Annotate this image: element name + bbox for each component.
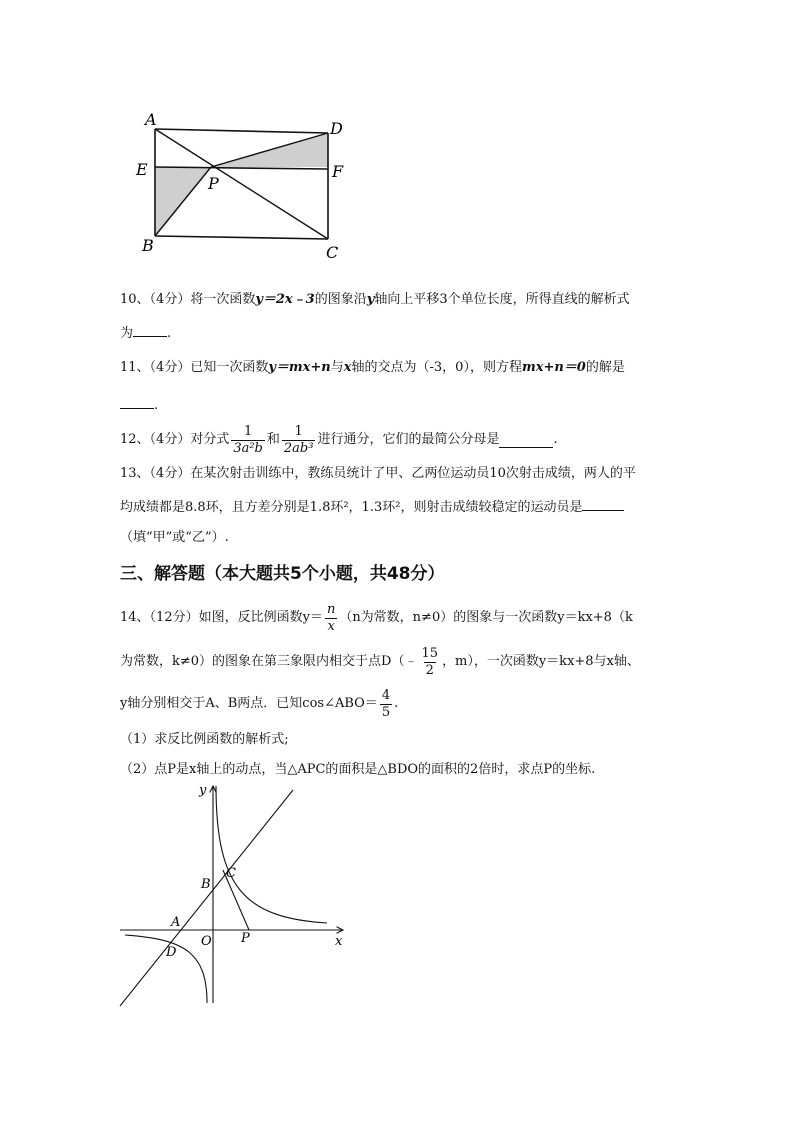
question-14-part-2: （2）点P是x轴上的动点，当△APC的面积是△BDO的面积的2倍时，求点P的坐标. bbox=[120, 762, 596, 777]
label-B: B bbox=[201, 877, 211, 892]
fraction-1-over-2ab3: $\frac{1}{\text{2ab³}}$ bbox=[283, 423, 314, 456]
label-A: A bbox=[145, 110, 157, 129]
question-11-line-2: . bbox=[120, 394, 158, 416]
question-13-line-2: 均成绩都是8.8环，且方差分别是1.8环²，1.3环²，则射击成绩较稳定的运动员是 bbox=[120, 496, 624, 518]
hyperbola-branch-1 bbox=[216, 786, 327, 923]
question-12: 12、（4分）对分式 $\frac{1}{\text{3a²b}}$ 和 $\frac{1}{\text{2ab³}}$ 进行通分，它们的最简公分母是 . bbox=[120, 423, 558, 456]
label-D: D bbox=[330, 119, 343, 138]
label-P: P bbox=[241, 931, 250, 946]
label-B: B bbox=[142, 236, 154, 255]
linear-function-line bbox=[120, 790, 293, 1006]
label-A: A bbox=[171, 915, 181, 930]
question-10-line-1: 10、（4分）将一次函数y＝2x﹣3的图象沿y轴向上平移3个单位长度，所得直线的解析式 bbox=[120, 292, 630, 307]
answer-blank-12[interactable] bbox=[499, 433, 553, 448]
fraction-4-over-5: $\frac{4}{5}$ bbox=[381, 687, 391, 720]
label-E: E bbox=[136, 160, 148, 179]
label-P: P bbox=[208, 174, 219, 193]
label-x: x bbox=[335, 934, 343, 949]
figure-rectangle-abcd bbox=[120, 105, 360, 265]
answer-blank-10[interactable] bbox=[133, 322, 167, 337]
question-11-line-1: 11、（4分）已知一次函数y＝mx+n与x轴的交点为（-3，0），则方程mx+n＝0的解是 bbox=[120, 360, 625, 375]
label-O: O bbox=[201, 934, 212, 949]
question-10-line-2: 为 . bbox=[120, 322, 171, 344]
question-13-line-1: 13、（4分）在某次射击训练中，教练员统计了甲、乙两位运动员10次射击成绩，两人的平 bbox=[120, 466, 636, 481]
label-F: F bbox=[332, 162, 344, 181]
label-C: C bbox=[326, 243, 339, 262]
fraction-n-over-x: $\frac{n}{x}$ bbox=[326, 601, 336, 634]
question-14-part-1: （1）求反比例函数的解析式; bbox=[120, 732, 289, 747]
fraction-1-over-3a2b: $\frac{1}{\text{3a²b}}$ bbox=[233, 423, 263, 456]
section-heading: 三、解答题（本大题共5个小题，共48分） bbox=[120, 564, 445, 584]
figure-coordinate-graph bbox=[115, 778, 355, 1013]
question-14-line-2: 为常数，k≠0）的图象在第三象限内相交于点D（﹣ $\frac{15}{2}$ ，m），一次函数y＝kx+8与x轴、 bbox=[120, 645, 640, 678]
question-13-line-3: （填“甲”或“乙”）. bbox=[120, 530, 229, 545]
question-14-line-3: y轴分别相交于A、B两点．已知cos∠ABO＝ $\frac{4}{5}$ . bbox=[120, 687, 399, 720]
label-y: y bbox=[199, 783, 207, 798]
label-D: D bbox=[166, 945, 177, 960]
answer-blank-13[interactable] bbox=[582, 496, 624, 511]
answer-blank-11[interactable] bbox=[120, 394, 154, 409]
fraction-15-over-2: $\frac{15}{2}$ bbox=[421, 645, 439, 678]
question-14-line-1: 14、（12分）如图，反比例函数y＝ $\frac{n}{x}$ （n为常数，n≠0）的图象与一次函数y＝kx+8（k bbox=[120, 601, 633, 634]
label-C: C bbox=[226, 866, 236, 881]
